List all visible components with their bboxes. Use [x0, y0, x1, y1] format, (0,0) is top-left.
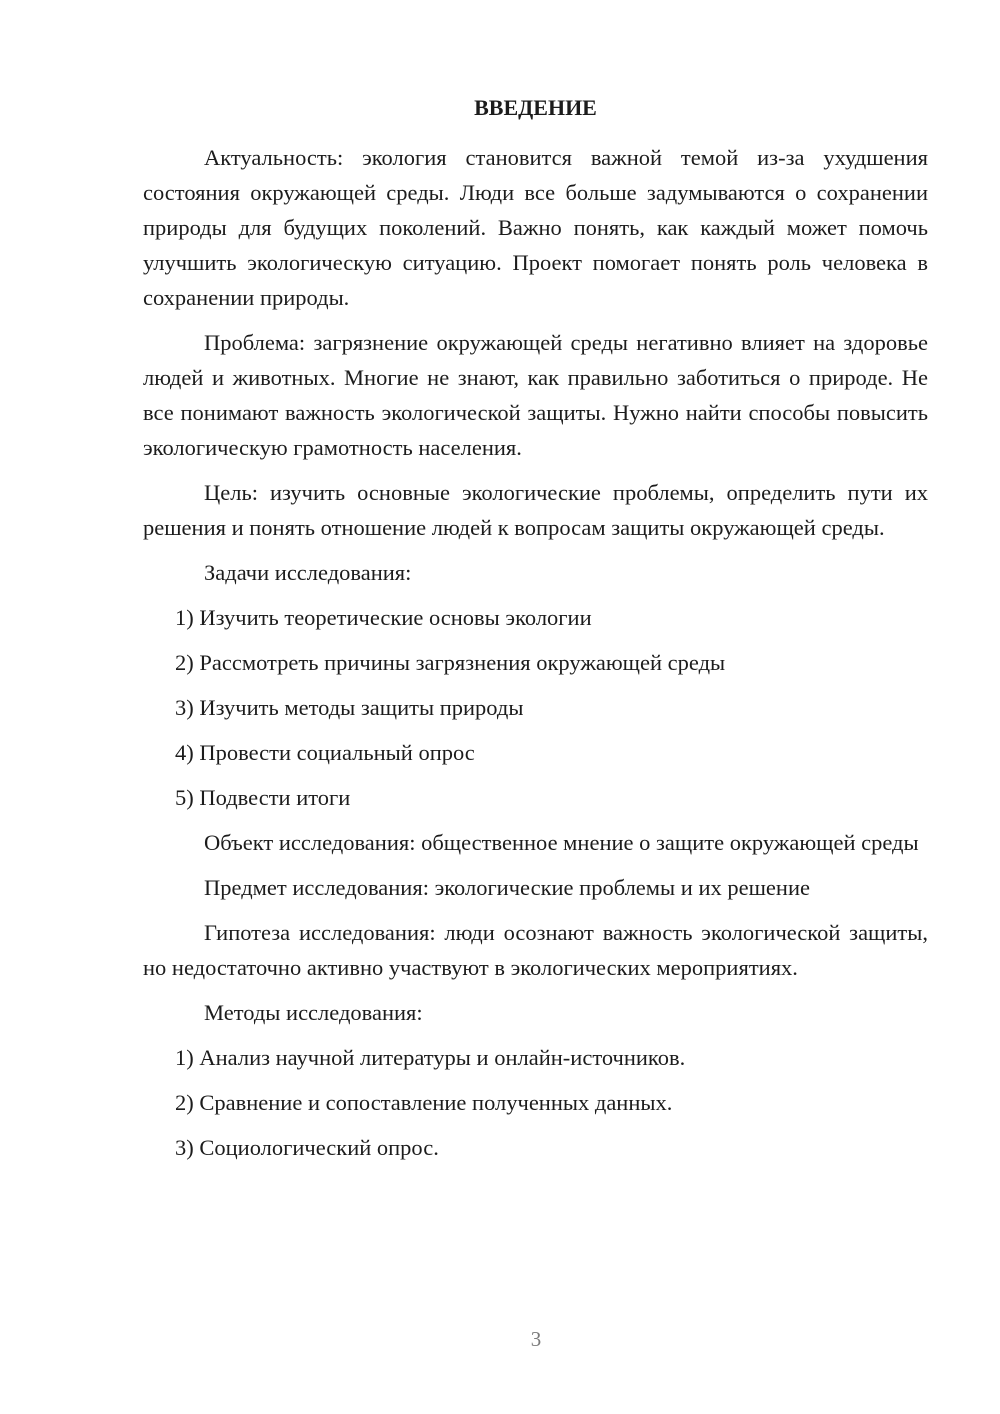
section-heading: ВВЕДЕНИЕ — [474, 95, 597, 120]
object-paragraph: Объект исследования: общественное мнение о защите окружающей среды — [204, 830, 919, 855]
subject-paragraph: Предмет исследования: экологические проблемы и их решение — [204, 875, 810, 900]
page-number: 3 — [530, 1327, 542, 1351]
hypothesis-paragraph: Гипотеза исследования: люди осознают важность экологической защиты, но недостаточно активно участвуют в экологических мероприятиях. — [143, 920, 928, 980]
methods-title: Методы исследования: — [204, 1000, 423, 1025]
goal-paragraph: Цель: изучить основные экологические проблемы, определить пути их решения и понять отношение людей к вопросам защиты окружающей среды. — [143, 480, 928, 540]
task-item: 2) Рассмотреть причины загрязнения окружающей среды — [175, 650, 726, 675]
task-item: 1) Изучить теоретические основы экологии — [175, 605, 592, 630]
method-item: 1) Анализ научной литературы и онлайн-источников. — [175, 1045, 686, 1070]
task-item: 4) Провести социальный опрос — [175, 740, 475, 765]
method-item: 2) Сравнение и сопоставление полученных данных. — [175, 1090, 673, 1115]
task-item: 5) Подвести итоги — [175, 785, 351, 810]
actuality-paragraph: Актуальность: экология становится важной темой из-за ухудшения состояния окружающей среды. Люди все больше задумываются о сохранении природы для будущих поколений. Важно понять, как каждый может помочь улучшить экологическую ситуацию. Проект помогает понять роль человека в сохранении природы. — [143, 145, 928, 310]
method-item: 3) Социологический опрос. — [175, 1135, 439, 1160]
problem-paragraph: Проблема: загрязнение окружающей среды негативно влияет на здоровье людей и животных. Многие не знают, как правильно заботиться о природе. Не все понимают важность экологической защиты. Нужно найти способы повысить экологическую грамотность населения. — [143, 330, 928, 460]
task-item: 3) Изучить методы защиты природы — [175, 695, 524, 720]
tasks-title: Задачи исследования: — [204, 560, 412, 585]
page-content — [143, 93, 928, 1165]
